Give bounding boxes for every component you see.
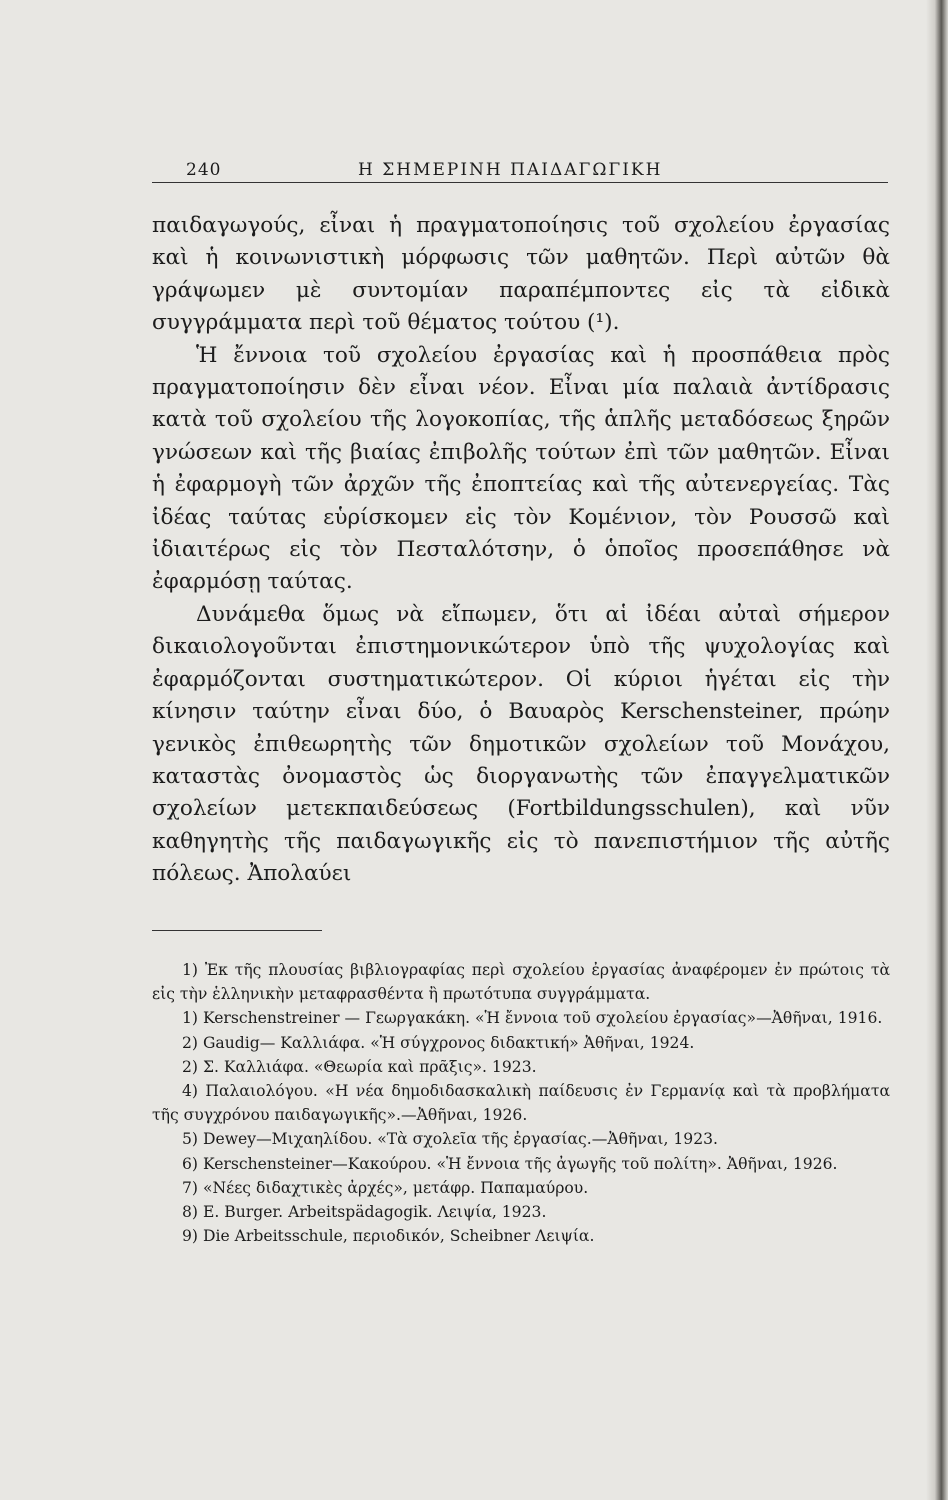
footnote: 4) Παλαιολόγου. «Η νέα δημοδιδασκαλικὴ παίδευσις ἐν Γερμανίᾳ καὶ τὰ προβλήματα τῆς συγχρόνου παιδαγωγικῆς».—Ἀθῆναι, 1926.: [152, 1082, 890, 1125]
footnotes: [152, 958, 890, 1248]
footnote: 1) Ἐκ τῆς πλουσίας βιβλιογραφίας περὶ σχολείου ἐργασίας ἀναφέρομεν ἐν πρώτοις τὰ εἰς τὴν ἑλληνικὴν μεταφρασθέντα ἢ πρωτότυπα συγγράμματα.: [152, 961, 890, 1004]
page-edge-shadow: [926, 0, 948, 1500]
main-text: [152, 210, 890, 891]
footnote: 2) Σ. Καλλιάφα. «Θεωρία καὶ πρᾶξις». 1923.: [182, 1057, 537, 1076]
paragraph: Δυνάμεθα ὅμως νὰ εἴπωμεν, ὅτι αἱ ἰδέαι αὐταὶ σήμερον δικαιολογοῦνται ἐπιστημονικώτερον ὑπὸ τῆς ψυχολογίας καὶ ἐφαρμόζονται συστηματικώτερον. Οἱ κύριοι ἡγέται εἰς τὴν κίνησιν ταύτην εἶναι δύο, ὁ Βαυαρὸς Kerschensteiner, πρώην γενικὸς ἐπιθεωρητὴς τῶν δημοτικῶν σχολείων τοῦ Μονάχου, καταστὰς ὀνομαστὸς ὡς διοργανωτὴς τῶν ἐπαγγελματικῶν σχολείων μετεκπαιδεύσεως (Fortbildungsschulen), καὶ νῦν καθηγητὴς τῆς παιδαγωγικῆς εἰς τὸ πανεπιστήμιον τῆς αὐτῆς πόλεως. Ἀπολαύει: [152, 601, 890, 887]
footnote: 1) Kerschenstreiner — Γεωργακάκη. «Ἡ ἔννοια τοῦ σχολείου ἐργασίας»—Ἀθῆναι, 1916.: [182, 1009, 883, 1028]
footnote: 8) E. Burger. Arbeitspädagogik. Λειψία, 1923.: [182, 1203, 547, 1222]
footnote: 9) Die Arbeitsschule, περιοδικόν, Scheibner Λειψία.: [182, 1227, 595, 1246]
footnote: 7) «Νέες διδαχτικὲς ἀρχές», μετάφρ. Παπαμαύρου.: [182, 1178, 589, 1197]
footnote: 5) Dewey—Μιχαηλίδου. «Τὰ σχολεῖα τῆς ἐργασίας.—Ἀθῆναι, 1923.: [182, 1130, 719, 1149]
header-rule: [152, 182, 888, 183]
running-title: Η ΣΗΜΕΡΙΝΗ ΠΑΙΔΑΓΩΓΙΚΗ: [358, 160, 663, 180]
paragraph: Ἡ ἔννοια τοῦ σχολείου ἐργασίας καὶ ἡ προσπάθεια πρὸς πραγματοποίησιν δὲν εἶναι νέον. Εἶναι μία παλαιὰ ἀντίδρασις κατὰ τοῦ σχολείου τῆς λογοκοπίας, τῆς ἁπλῆς μεταδόσεως ξηρῶν γνώσεων καὶ τῆς βιαίας ἐπιβολῆς τούτων ἐπὶ τῶν μαθητῶν. Εἶναι ἡ ἐφαρμογὴ τῶν ἀρχῶν τῆς ἐποπτείας καὶ τῆς αὐτενεργείας. Τὰς ἰδέας ταύτας εὑρίσκομεν εἰς τὸν Κομένιον, τὸν Ρουσσῶ καὶ ἰδιαιτέρως εἰς τὸν Πεσταλότσην, ὁ ὁποῖος προσεπάθησε νὰ ἐφαρμόσῃ ταύτας.: [152, 342, 890, 595]
page-number: 240: [186, 160, 222, 180]
footnote-rule: [152, 930, 322, 931]
footnote: 2) Gaudig— Καλλιάφα. «Ἡ σύγχρονος διδακτική» Ἀθῆναι, 1924.: [182, 1033, 695, 1052]
paragraph: παιδαγωγούς, εἶναι ἡ πραγματοποίησις τοῦ σχολείου ἐργασίας καὶ ἡ κοινωνιστικὴ μόρφωσις τῶν μαθητῶν. Περὶ αὐτῶν θὰ γράψωμεν μὲ συντομίαν παραπέμποντες εἰς τὰ εἰδικὰ συγγράμματα περὶ τοῦ θέματος τούτου (¹).: [152, 213, 890, 336]
footnote: 6) Kerschensteiner—Κακούρου. «Ἡ ἔννοια τῆς ἀγωγῆς τοῦ πολίτη». Ἀθῆναι, 1926.: [182, 1154, 838, 1173]
